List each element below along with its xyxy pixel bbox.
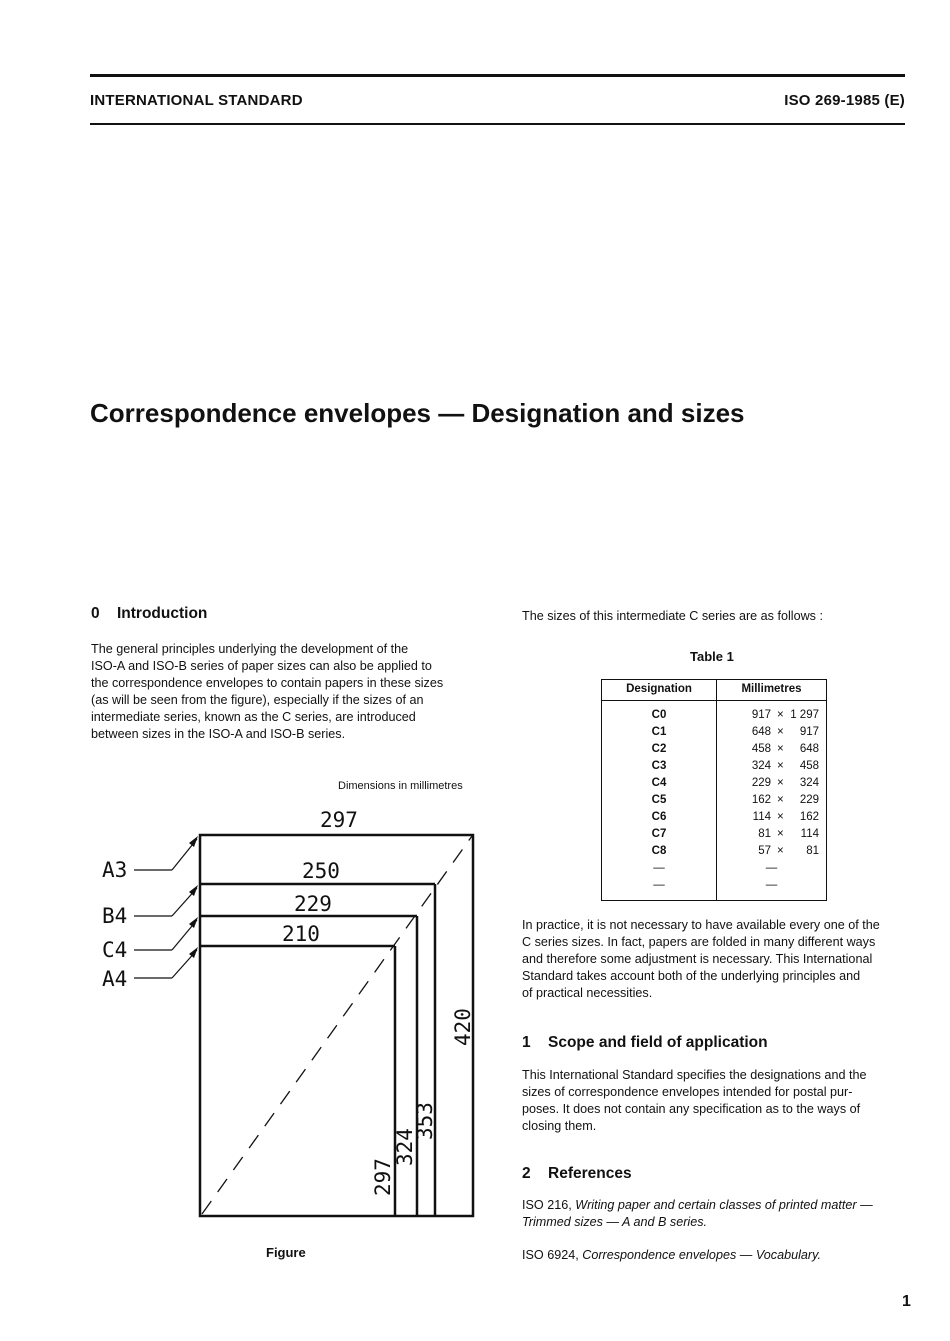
row-cross: × <box>777 743 784 755</box>
practice-line: In practice, it is not necessary to have available every one of the <box>522 918 880 932</box>
reference-2-code: ISO 6924, <box>522 1248 579 1262</box>
row-cross: × <box>777 760 784 772</box>
row-height: 81 <box>806 845 819 857</box>
row-cross: × <box>777 828 784 840</box>
reference-1 <box>522 1197 908 1231</box>
page-title: Correspondence envelopes — Designation and sizes <box>90 398 745 428</box>
col-designation-header: Designation <box>602 680 717 701</box>
row-cross: × <box>777 845 784 857</box>
intro-line: between sizes in the ISO-A and ISO-B series. <box>91 727 346 741</box>
intro-title: Introduction <box>117 605 208 622</box>
table-row <box>602 826 827 843</box>
table-row <box>602 792 827 809</box>
practice-line: of practical necessities. <box>522 986 653 1000</box>
intro-number: 0 <box>91 605 100 622</box>
c4-height-label: 324 <box>393 1128 417 1166</box>
references-title: References <box>548 1165 632 1182</box>
scope-heading <box>522 1034 768 1052</box>
row-designation: C6 <box>651 811 667 823</box>
row-cross: × <box>777 709 784 721</box>
row-size <box>717 792 827 809</box>
row-designation: C0 <box>651 709 667 721</box>
row-size <box>717 701 827 725</box>
scope-line: poses. It does not contain any specification as to the ways of <box>522 1102 861 1116</box>
row-width: 57 <box>758 845 771 857</box>
row-cross: × <box>777 811 784 823</box>
row-size-dash: — <box>717 877 827 901</box>
row-height: 648 <box>799 743 819 755</box>
row-cross: × <box>777 794 784 806</box>
a3-height-label: 420 <box>451 1008 475 1046</box>
row-designation: C8 <box>651 845 667 857</box>
row-width: 81 <box>758 828 771 840</box>
row-height: 458 <box>799 760 819 772</box>
scope-line: closing them. <box>522 1119 597 1133</box>
scope-title: Scope and field of application <box>548 1034 768 1051</box>
figure-caption: Figure <box>266 1245 306 1260</box>
row-designation: C4 <box>651 777 667 789</box>
header-top-rule <box>90 74 905 77</box>
row-designation: C3 <box>651 760 667 772</box>
page-number: 1 <box>902 1293 911 1310</box>
table-row <box>602 775 827 792</box>
table-title: Table 1 <box>690 649 734 664</box>
a3-arrowhead <box>189 836 198 847</box>
row-width: 917 <box>751 709 771 721</box>
scope-line: This International Standard specifies the designations and the <box>522 1068 867 1082</box>
scope-paragraph <box>522 1067 908 1135</box>
col-millimetres-header: Millimetres <box>717 680 827 701</box>
row-size <box>717 809 827 826</box>
intro-heading <box>91 605 207 623</box>
row-designation: C2 <box>651 743 667 755</box>
row-height: 229 <box>799 794 819 806</box>
b4-arrowhead <box>189 885 198 896</box>
reference-1-title: Writing paper and certain classes of printed matter — <box>575 1198 873 1212</box>
practice-line: C series sizes. In fact, papers are folded in many different ways <box>522 935 876 949</box>
intro-line: the correspondence envelopes to contain papers in these sizes <box>91 676 444 690</box>
row-height: 1 297 <box>790 709 819 721</box>
reference-1-code: ISO 216, <box>522 1198 572 1212</box>
a4-label: A4 <box>102 967 128 991</box>
header-right-text: ISO 269-1985 (E) <box>784 92 905 109</box>
table-header-row <box>602 680 827 701</box>
figure-dimension-note: Dimensions in millimetres <box>338 780 463 792</box>
c4-label: C4 <box>102 938 128 962</box>
table-row <box>602 843 827 860</box>
sizes-table <box>601 679 827 901</box>
table-row <box>602 809 827 826</box>
b4-label: B4 <box>102 904 128 928</box>
scope-number: 1 <box>522 1034 531 1051</box>
row-width: 648 <box>751 726 771 738</box>
reference-2-title: Correspondence envelopes — Vocabulary. <box>582 1248 821 1262</box>
table-row <box>602 877 827 901</box>
reference-1-title-cont: Trimmed sizes — A and B series. <box>522 1215 707 1229</box>
row-size <box>717 843 827 860</box>
reference-2 <box>522 1247 908 1264</box>
practice-line: Standard takes account both of the underlying principles and <box>522 969 861 983</box>
row-width: 162 <box>751 794 771 806</box>
row-designation-dash: — <box>653 862 665 874</box>
table-row <box>602 758 827 775</box>
intro-paragraph <box>91 641 480 743</box>
table-row <box>602 724 827 741</box>
row-width: 114 <box>752 811 771 823</box>
envelope-size-figure <box>90 800 490 1230</box>
row-size <box>717 758 827 775</box>
references-number: 2 <box>522 1165 531 1182</box>
row-size <box>717 741 827 758</box>
row-size <box>717 775 827 792</box>
row-height: 114 <box>800 828 819 840</box>
references-heading <box>522 1165 632 1183</box>
a4-width-label: 210 <box>282 922 320 946</box>
intro-line: intermediate series, known as the C series, are introduced <box>91 710 416 724</box>
row-width: 324 <box>751 760 771 772</box>
c4-width-label: 229 <box>294 892 332 916</box>
row-designation: C5 <box>651 794 667 806</box>
row-height: 324 <box>799 777 819 789</box>
c4-arrowhead <box>189 917 198 928</box>
row-designation-dash: — <box>653 879 665 891</box>
header-bottom-rule <box>90 123 905 125</box>
row-height: 917 <box>799 726 819 738</box>
row-size-dash: — <box>717 860 827 877</box>
a3-width-label: 297 <box>320 808 358 832</box>
practice-paragraph <box>522 917 908 1002</box>
b4-height-label: 353 <box>413 1102 437 1140</box>
a3-label: A3 <box>102 858 128 882</box>
row-cross: × <box>777 726 784 738</box>
a4-height-label: 297 <box>371 1158 395 1196</box>
row-width: 229 <box>751 777 771 789</box>
row-height: 162 <box>799 811 819 823</box>
intro-line: The general principles underlying the development of the <box>91 642 409 656</box>
row-designation: C7 <box>651 828 667 840</box>
b4-width-label: 250 <box>302 859 340 883</box>
row-size <box>717 724 827 741</box>
intro-line: (as will be seen from the figure), especially if the sizes of an <box>91 693 424 707</box>
table-row <box>602 860 827 877</box>
intro-line: ISO-A and ISO-B series of paper sizes can also be applied to <box>91 659 432 673</box>
table-intro-text: The sizes of this intermediate C series are as follows : <box>522 609 823 623</box>
scope-line: sizes of correspondence envelopes intended for postal pur- <box>522 1085 853 1099</box>
table-row <box>602 741 827 758</box>
practice-line: and therefore some adjustment is necessary. This International <box>522 952 873 966</box>
row-width: 458 <box>751 743 771 755</box>
row-cross: × <box>777 777 784 789</box>
header-left-text: INTERNATIONAL STANDARD <box>90 92 303 109</box>
a4-arrowhead <box>189 947 198 958</box>
row-designation: C1 <box>651 726 667 738</box>
diagonal-dashed-line <box>202 836 472 1214</box>
row-size <box>717 826 827 843</box>
table-row <box>602 701 827 725</box>
